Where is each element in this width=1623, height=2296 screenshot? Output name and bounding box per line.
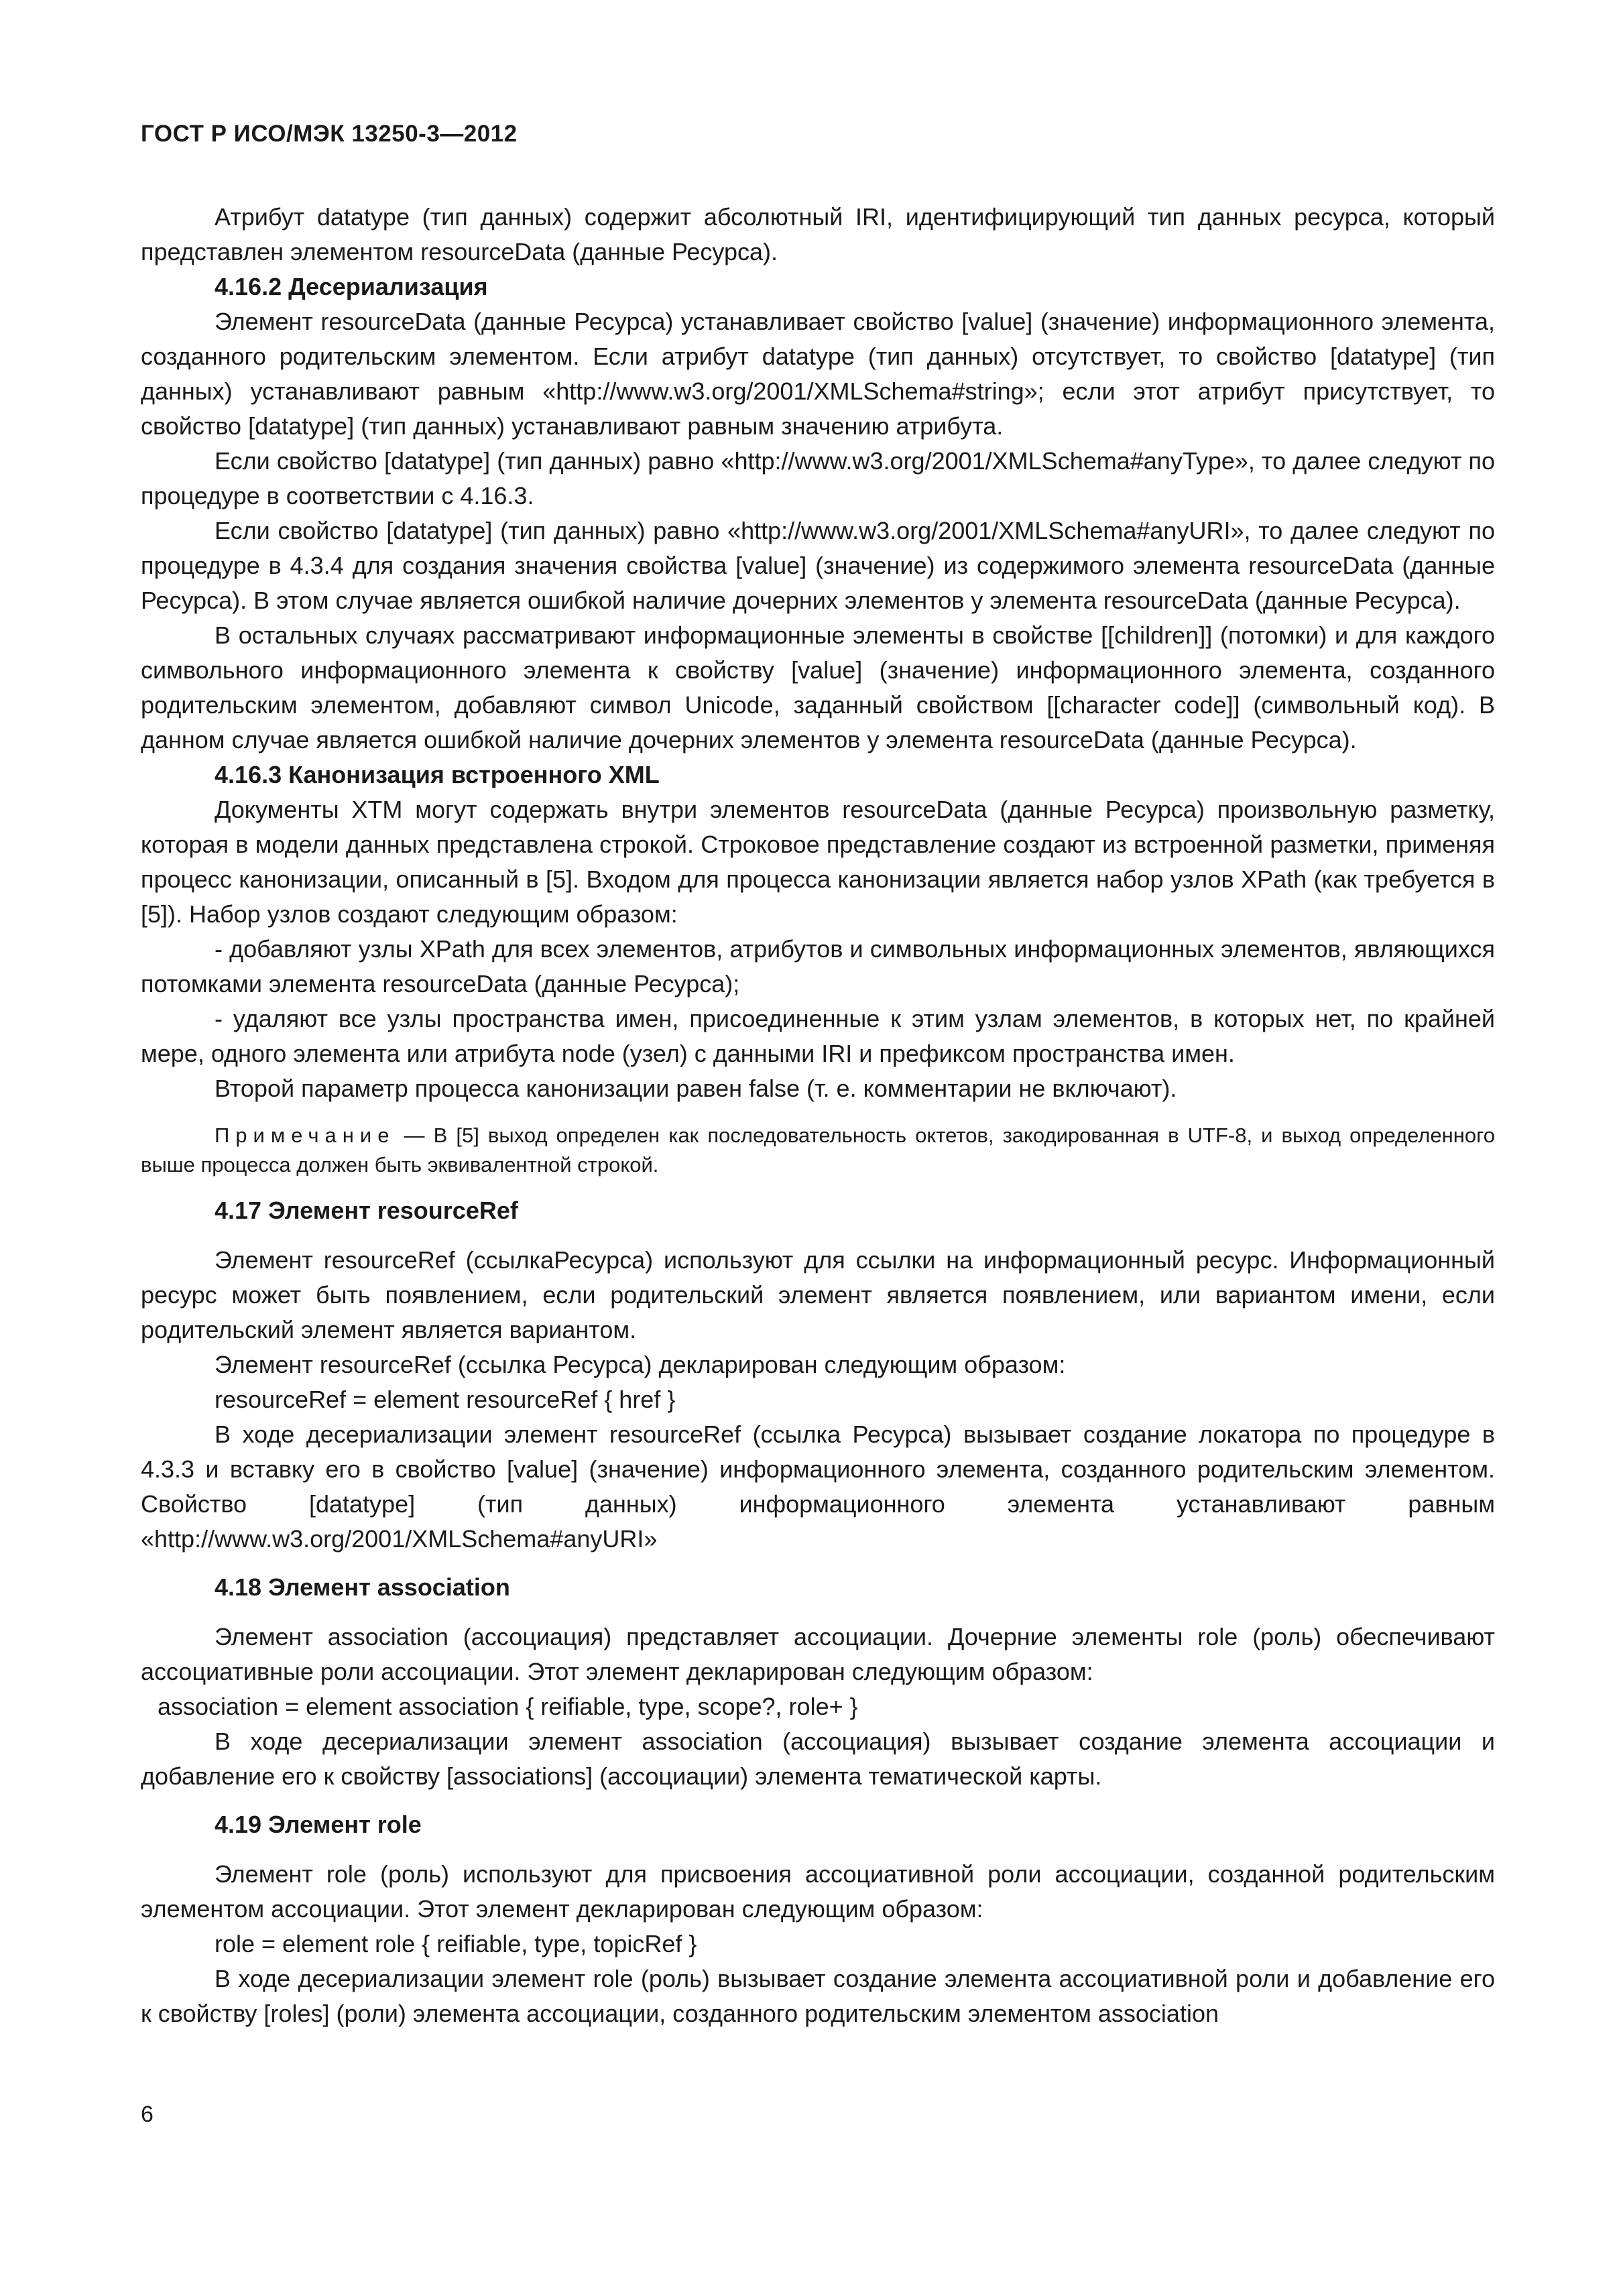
paragraph: В ходе десериализации элемент resourceRef (ссылка Ресурса) вызывает создание локатора по процедуре в 4.3.3 и вставку его в свойство [value] (значение) информационного элемента, созданного родительским элементом. Свойство [datatype] (тип данных) информационного элемента устанавливают равным «http://www.w3.org/2001/XMLSchema#anyURI» — [141, 1421, 1495, 1553]
paragraph: В остальных случаях рассматривают информационные элементы в свойстве [[children]] (потомки) и для каждого символьного информационного элемента к свойству [value] (значение) информационного элемента, созданного родительским элементом, добавляют символ Unicode, заданный свойством [[character code]] (символьный код). В данном случае является ошибкой наличие дочерних элементов у элемента resourceData (данные Ресурса). — [141, 621, 1495, 753]
paragraph: Если свойство [datatype] (тип данных) равно «http://www.w3.org/2001/XMLSchema#anyType», то далее следуют по процедуре в соответствии с 4.16.3. — [141, 447, 1495, 509]
note — [141, 1121, 1495, 1180]
paragraph: В ходе десериализации элемент association (ассоциация) вызывает создание элемента ассоциации и добавление его к свойству [associations] (ассоциации) элемента тематической карты. — [141, 1728, 1495, 1790]
section-heading-4-18: 4.18 Элемент association — [215, 1573, 510, 1601]
paragraph: Элемент resourceRef (ссылка Ресурса) декларирован следующим образом: — [215, 1351, 1066, 1378]
paragraph: Элемент association (ассоциация) представляет ассоциации. Дочерние элементы role (роль) обеспечивают ассоциативные роли ассоциации. Этот элемент декларирован следующим образом: — [141, 1623, 1495, 1685]
document-body — [141, 200, 1495, 2031]
paragraph: Если свойство [datatype] (тип данных) равно «http://www.w3.org/2001/XMLSchema#anyURI», то далее следуют по процедуре в 4.3.4 для создания значения свойства [value] (значение) из содержимого элемента resourceData (данные Ресурса). В этом случае является ошибкой наличие дочерних элементов у элемента resourceData (данные Ресурса). — [141, 517, 1495, 614]
paragraph: Элемент role (роль) используют для присвоения ассоциативной роли ассоциации, созданной родительским элементом ассоциации. Этот элемент декларирован следующим образом: — [141, 1860, 1495, 1923]
paragraph: Элемент resourceData (данные Ресурса) устанавливает свойство [value] (значение) информационного элемента, созданного родительским элементом. Если атрибут datatype (тип данных) отсутствует, то свойство [datatype] (тип данных) устанавливают равным «http://www.w3.org/2001/XMLSchema#string»; если этот атрибут присутствует, то свойство [datatype] (тип данных) устанавливают равным значению атрибута. — [141, 308, 1496, 440]
page-number: 6 — [141, 2102, 154, 2127]
list-item: - добавляют узлы XPath для всех элементов, атрибутов и символьных информационных элементов, являющихся потомками элемента resourceData (данные Ресурса); — [141, 935, 1495, 998]
code-declaration: resourceRef = element resourceRef { href } — [215, 1386, 676, 1413]
section-heading-4-17: 4.17 Элемент resourceRef — [215, 1197, 518, 1224]
paragraph: Документы XTM могут содержать внутри элементов resourceData (данные Ресурса) произвольную разметку, которая в модели данных представлена строкой. Строковое представление создают из встроенной разметки, применяя процесс канонизации, описанный в [5]. Входом для процесса канонизации является набор узлов XPath (как требуется в [5]). Набор узлов создают следующим образом: — [141, 796, 1495, 928]
note-text: — В [5] выход определен как последовательность октетов, закодированная в UTF-8, и выход определенного выше процесса должен быть эквивалентной строкой. — [141, 1124, 1495, 1176]
note-label: Примечание — [215, 1124, 396, 1147]
list-item: - удаляют все узлы пространства имен, присоединенные к этим узлам элементов, в которых нет, по крайней мере, одного элемента или атрибута node (узел) с данными IRI и префиксом пространства имен. — [141, 1005, 1495, 1067]
paragraph: Элемент resourceRef (ссылкаРесурса) используют для ссылки на информационный ресурс. Информационный ресурс может быть появлением, если родительский элемент является появлением, или вариантом имени, если родительский элемент является вариантом. — [141, 1246, 1495, 1343]
section-heading-4-16-3: 4.16.3 Канонизация встроенного XML — [215, 761, 660, 788]
code-declaration: role = element role { reifiable, type, topicRef } — [215, 1930, 697, 1957]
paragraph: Второй параметр процесса канонизации равен false (т. е. комментарии не включают). — [215, 1075, 1177, 1102]
code-declaration: association = element association { reifiable, type, scope?, role+ } — [158, 1693, 858, 1720]
section-heading-4-19: 4.19 Элемент role — [215, 1811, 422, 1838]
paragraph: В ходе десериализации элемент role (роль) вызывает создание элемента ассоциативной роли и добавление его к свойству [roles] (роли) элемента ассоциации, созданного родительским элементом association — [141, 1965, 1495, 2027]
paragraph: Атрибут datatype (тип данных) содержит абсолютный IRI, идентифицирующий тип данных ресурса, который представлен элементом resourceData (данные Ресурса). — [141, 203, 1495, 265]
standard-header: ГОСТ Р ИСО/МЭК 13250-3—2012 — [141, 121, 518, 147]
section-heading-4-16-2: 4.16.2 Десериализация — [215, 273, 488, 300]
